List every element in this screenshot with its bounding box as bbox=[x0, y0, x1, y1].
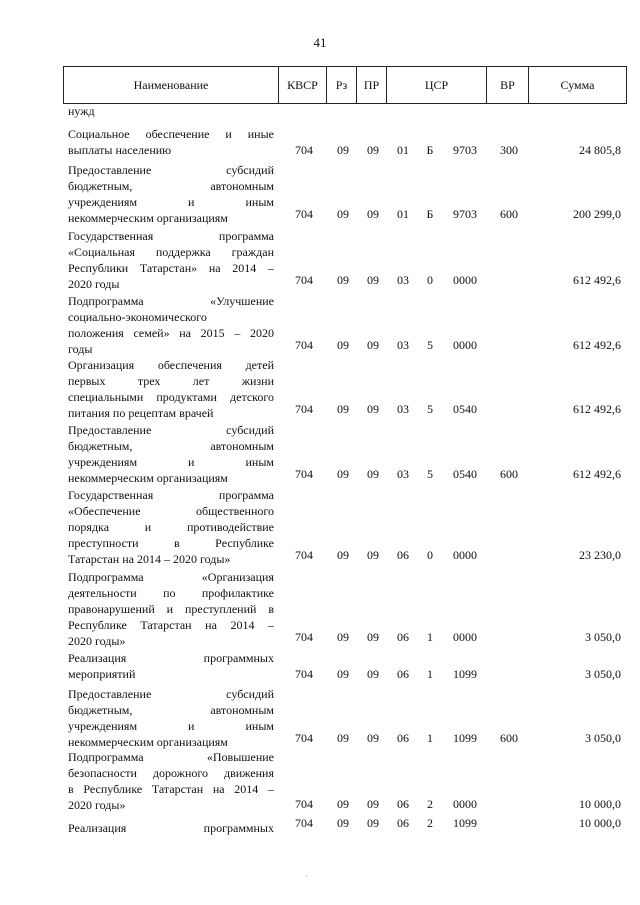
sum-cell: 612 492,6 bbox=[573, 338, 621, 352]
pr-cell: 09 bbox=[367, 207, 379, 221]
csr-code-cell: 1099 bbox=[453, 731, 477, 745]
row-name-line: 2020 годы» bbox=[68, 798, 126, 812]
csr-subprogram-cell: 2 bbox=[427, 797, 433, 811]
csr-code-cell: 1099 bbox=[453, 667, 477, 681]
csr-subprogram-cell: 2 bbox=[427, 816, 433, 830]
csr-subprogram-cell: 1 bbox=[427, 630, 433, 644]
row-name-line: первых трех лет жизни bbox=[68, 374, 274, 388]
row-name bbox=[68, 293, 274, 357]
rz-cell: 09 bbox=[337, 630, 349, 644]
row-name-line: в Республике Татарстан на 2014 – bbox=[68, 782, 274, 796]
csr-subprogram-cell: Б bbox=[426, 207, 434, 221]
sum-cell: 23 230,0 bbox=[579, 548, 621, 562]
row-name-line: некоммерческим организациям bbox=[68, 735, 228, 749]
row-name-line: порядка и противодействие bbox=[68, 520, 274, 534]
csr-program-cell: 06 bbox=[397, 548, 409, 562]
sum-cell: 3 050,0 bbox=[585, 667, 621, 681]
row-name-line: специальными продуктами детского bbox=[68, 390, 274, 404]
csr-program-cell: 03 bbox=[397, 402, 409, 416]
row-name-line: питания по рецептам врачей bbox=[68, 406, 214, 420]
csr-program-cell: 06 bbox=[397, 630, 409, 644]
row-name-line: бюджетным, автономным bbox=[68, 439, 274, 453]
csr-code-cell: 1099 bbox=[453, 816, 477, 830]
row-name-line: выплаты населению bbox=[68, 143, 172, 157]
pr-cell: 09 bbox=[367, 273, 379, 287]
sum-cell: 10 000,0 bbox=[579, 797, 621, 811]
row-name bbox=[68, 569, 274, 649]
row-name bbox=[68, 487, 274, 567]
row-name bbox=[68, 820, 274, 836]
sum-cell: 612 492,6 bbox=[573, 467, 621, 481]
rz-cell: 09 bbox=[337, 273, 349, 287]
pr-cell: 09 bbox=[367, 338, 379, 352]
header-sum: Сумма bbox=[560, 78, 595, 92]
csr-code-cell: 0000 bbox=[453, 338, 477, 352]
sum-cell: 10 000,0 bbox=[579, 816, 621, 830]
csr-code-cell: 0000 bbox=[453, 548, 477, 562]
row-name-line: социально-экономического bbox=[68, 310, 207, 324]
row-name-line: некоммерческим организациям bbox=[68, 211, 228, 225]
csr-program-cell: 06 bbox=[397, 731, 409, 745]
row-name-line: Татарстан на 2014 – 2020 годы» bbox=[68, 552, 231, 566]
csr-subprogram-cell: 1 bbox=[427, 667, 433, 681]
row-name bbox=[68, 749, 274, 813]
vr-cell: 600 bbox=[500, 207, 518, 221]
csr-code-cell: 9703 bbox=[453, 207, 477, 221]
kvsr-cell: 704 bbox=[295, 402, 313, 416]
csr-subprogram-cell: Б bbox=[426, 143, 434, 157]
pr-cell: 09 bbox=[367, 143, 379, 157]
csr-subprogram-cell: 5 bbox=[427, 467, 433, 481]
row-name-line: мероприятий bbox=[68, 667, 136, 681]
csr-program-cell: 03 bbox=[397, 273, 409, 287]
csr-subprogram-cell: 1 bbox=[427, 731, 433, 745]
kvsr-cell: 704 bbox=[295, 338, 313, 352]
csr-subprogram-cell: 5 bbox=[427, 338, 433, 352]
sum-cell: 612 492,6 bbox=[573, 402, 621, 416]
pr-cell: 09 bbox=[367, 816, 379, 830]
row-name-line: Реализация программных bbox=[68, 651, 274, 665]
kvsr-cell: 704 bbox=[295, 797, 313, 811]
kvsr-cell: 704 bbox=[295, 731, 313, 745]
row-name-line: Предоставление субсидий bbox=[68, 423, 274, 437]
row-name-line: преступности в Республике bbox=[68, 536, 274, 550]
vr-cell: 600 bbox=[500, 467, 518, 481]
sum-cell: 3 050,0 bbox=[585, 731, 621, 745]
header-rz: Рз bbox=[327, 67, 357, 103]
csr-code-cell: 0000 bbox=[453, 273, 477, 287]
sum-cell: 200 299,0 bbox=[573, 207, 621, 221]
csr-program-cell: 01 bbox=[397, 143, 409, 157]
csr-program-cell: 03 bbox=[397, 467, 409, 481]
csr-code-cell: 0540 bbox=[453, 467, 477, 481]
pr-cell: 09 bbox=[367, 402, 379, 416]
pr-cell: 09 bbox=[367, 548, 379, 562]
header-kvsr: КВСР bbox=[279, 67, 327, 103]
row-name-line: безопасности дорожного движения bbox=[68, 766, 274, 780]
rz-cell: 09 bbox=[337, 797, 349, 811]
vr-cell: 600 bbox=[500, 731, 518, 745]
row-name-line: деятельности по профилактике bbox=[68, 586, 274, 600]
row-name-line: бюджетным, автономным bbox=[68, 179, 274, 193]
csr-program-cell: 06 bbox=[397, 816, 409, 830]
kvsr-cell: 704 bbox=[295, 548, 313, 562]
kvsr-cell: 704 bbox=[295, 467, 313, 481]
row-name-line: Республики Татарстан» на 2014 – bbox=[68, 261, 274, 275]
header-name: Наименование bbox=[64, 67, 279, 103]
row-name bbox=[68, 162, 274, 226]
row-name-line: учреждениям и иным bbox=[68, 195, 274, 209]
csr-program-cell: 03 bbox=[397, 338, 409, 352]
row-name bbox=[68, 686, 274, 750]
row-name-line: учреждениям и иным bbox=[68, 719, 274, 733]
kvsr-cell: 704 bbox=[295, 143, 313, 157]
header-pr: ПР bbox=[357, 67, 387, 103]
pr-cell: 09 bbox=[367, 667, 379, 681]
rz-cell: 09 bbox=[337, 143, 349, 157]
kvsr-cell: 704 bbox=[295, 667, 313, 681]
row-name-line: некоммерческим организациям bbox=[68, 471, 228, 485]
row-name bbox=[68, 357, 274, 421]
kvsr-cell: 704 bbox=[295, 207, 313, 221]
row-name-line: «Социальная поддержка граждан bbox=[68, 245, 274, 259]
row-name-line: бюджетным, автономным bbox=[68, 703, 274, 717]
row-name-line: учреждениям и иным bbox=[68, 455, 274, 469]
row-name bbox=[68, 650, 274, 682]
row-name bbox=[68, 126, 274, 158]
scan-mark: · bbox=[305, 872, 308, 881]
carryover-text: нужд bbox=[68, 104, 95, 118]
row-name-line: Реализация программных bbox=[68, 821, 274, 835]
rz-cell: 09 bbox=[337, 816, 349, 830]
csr-subprogram-cell: 5 bbox=[427, 402, 433, 416]
csr-program-cell: 01 bbox=[397, 207, 409, 221]
pr-cell: 09 bbox=[367, 731, 379, 745]
row-name-line: Государственная программа bbox=[68, 488, 274, 502]
rz-cell: 09 bbox=[337, 402, 349, 416]
pr-cell: 09 bbox=[367, 467, 379, 481]
row-name-line: Подпрограмма «Улучшение bbox=[68, 294, 274, 308]
row-name-line: 2020 годы bbox=[68, 277, 120, 291]
page-number: 41 bbox=[313, 35, 327, 50]
row-name-line: Организация обеспечения детей bbox=[68, 358, 274, 372]
row-name-line: положения семей» на 2015 – 2020 bbox=[68, 326, 274, 340]
csr-code-cell: 0000 bbox=[453, 797, 477, 811]
rz-cell: 09 bbox=[337, 667, 349, 681]
sum-cell: 24 805,8 bbox=[579, 143, 621, 157]
rz-cell: 09 bbox=[337, 548, 349, 562]
row-name-line: годы bbox=[68, 342, 93, 356]
row-name-line: 2020 годы» bbox=[68, 634, 126, 648]
header-csr: ЦСР bbox=[387, 67, 487, 103]
pr-cell: 09 bbox=[367, 630, 379, 644]
rz-cell: 09 bbox=[337, 338, 349, 352]
csr-code-cell: 9703 bbox=[453, 143, 477, 157]
table-header bbox=[63, 66, 627, 104]
csr-subprogram-cell: 0 bbox=[427, 273, 433, 287]
rz-cell: 09 bbox=[337, 207, 349, 221]
row-name bbox=[68, 228, 274, 292]
csr-program-cell: 06 bbox=[397, 667, 409, 681]
row-name-line: правонарушений и преступлений в bbox=[68, 602, 274, 616]
pr-cell: 09 bbox=[367, 797, 379, 811]
csr-code-cell: 0540 bbox=[453, 402, 477, 416]
rz-cell: 09 bbox=[337, 467, 349, 481]
kvsr-cell: 704 bbox=[295, 630, 313, 644]
row-name-line: Предоставление субсидий bbox=[68, 687, 274, 701]
kvsr-cell: 704 bbox=[295, 273, 313, 287]
vr-cell: 300 bbox=[500, 143, 518, 157]
csr-subprogram-cell: 0 bbox=[427, 548, 433, 562]
row-name-line: Государственная программа bbox=[68, 229, 274, 243]
row-name-line: Предоставление субсидий bbox=[68, 163, 274, 177]
kvsr-cell: 704 bbox=[295, 816, 313, 830]
row-name-line: Подпрограмма «Организация bbox=[68, 570, 274, 584]
header-vr: ВР bbox=[487, 67, 529, 103]
row-name-line: Социальное обеспечение и иные bbox=[68, 127, 274, 141]
row-name bbox=[68, 422, 274, 486]
row-name-line: «Обеспечение общественного bbox=[68, 504, 274, 518]
row-name-line: Подпрограмма «Повышение bbox=[68, 750, 274, 764]
csr-program-cell: 06 bbox=[397, 797, 409, 811]
row-name-line: Республике Татарстан на 2014 – bbox=[68, 618, 274, 632]
rz-cell: 09 bbox=[337, 731, 349, 745]
sum-cell: 3 050,0 bbox=[585, 630, 621, 644]
csr-code-cell: 0000 bbox=[453, 630, 477, 644]
sum-cell: 612 492,6 bbox=[573, 273, 621, 287]
